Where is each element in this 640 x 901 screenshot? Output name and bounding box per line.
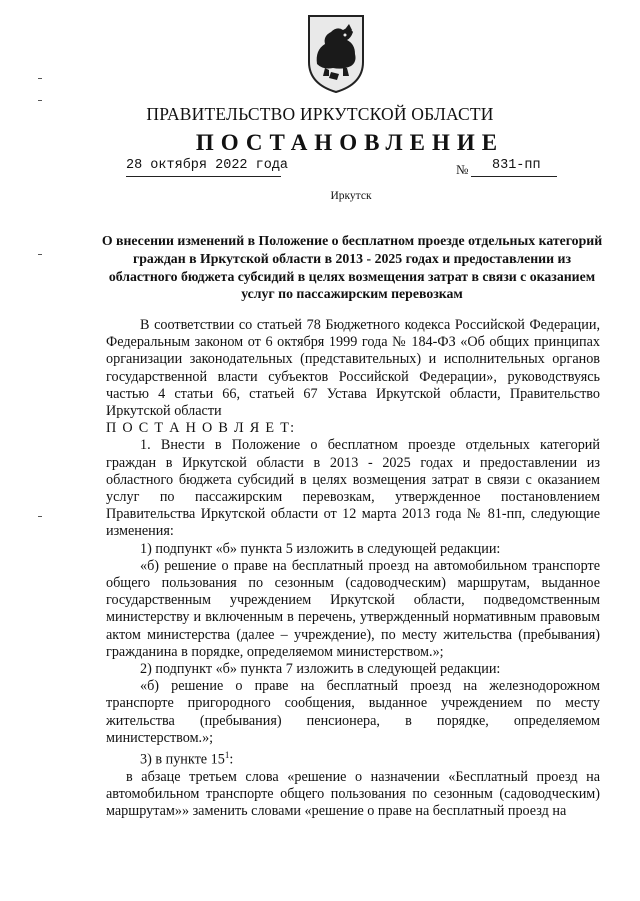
number-label: № bbox=[456, 162, 469, 177]
subitem-1-paragraph: 1) подпункт «б» пункта 5 изложить в следующей редакции: bbox=[140, 540, 501, 557]
document-type: ПОСТАНОВЛЕНИЕ bbox=[195, 130, 505, 155]
subitem-3-prefix: 3) в пункте 15 bbox=[140, 751, 225, 768]
coat-of-arms-icon bbox=[303, 10, 369, 94]
document-body bbox=[106, 317, 600, 821]
date-underline bbox=[126, 176, 281, 177]
margin-mark bbox=[38, 100, 42, 101]
document-city: Иркутск bbox=[330, 190, 372, 202]
margin-mark bbox=[38, 516, 42, 517]
subitem-2-paragraph: 2) подпункт «б» пункта 7 изложить в следующей редакции: bbox=[140, 661, 501, 678]
number-underline bbox=[471, 176, 557, 177]
preamble-paragraph: В соответствии со статьей 78 Бюджетного кодекса Российской Федерации, Федеральным законом от 6 октября 1999 года № 184-ФЗ «Об общих принципах организации законодательных (представительных) и исполнительных органов государственной власти субъектов Российской Федерации», руководствуясь частью 4 статьи 66, статьей 67 Устава Иркутской области, Правительство Иркутской области bbox=[106, 317, 600, 420]
subitem-3-paragraph bbox=[106, 747, 600, 769]
resolves-line: П О С Т А Н О В Л Я Е Т: bbox=[106, 420, 296, 437]
subitem-3-superscript: 1 bbox=[224, 750, 230, 761]
subitem-2-text: «б) решение о праве на бесплатный проезд на железнодорожном транспорте пригородного сообщения, выданное учреждением по месту жительства (пребывания) пенсионера, в порядке, определяемом министерством.»; bbox=[106, 678, 600, 746]
margin-mark bbox=[38, 254, 42, 255]
authority-title: ПРАВИТЕЛЬСТВО ИРКУТСКОЙ ОБЛАСТИ bbox=[146, 104, 494, 124]
document-date: 28 октября 2022 года bbox=[126, 158, 289, 173]
document-number: 831-пп bbox=[492, 158, 541, 173]
subitem-1-text: «б) решение о праве на бесплатный проезд на автомобильном транспорте общего пользования по сезонным (садоводческим) маршрутам, выданное государственным учреждением Иркутской области, подведомственным министерству и включенным в перечень, утвержденный нормативным правовым актом министерства (далее – учреждение), по месту жительства (пребывания) гражданина в порядке, определяемом министерством.»; bbox=[106, 557, 600, 660]
document-heading: О внесении изменений в Положение о бесплатном проезде отдельных категорий граждан в Иркутской области в 2013 - 2025 годах и предоставлении из областного бюджета субсидий в целях возмещения затрат в связи с оказанием услуг по пассажирским перевозкам bbox=[101, 233, 603, 302]
item-1-paragraph: 1. Внести в Положение о бесплатном проезде отдельных категорий граждан в Иркутской области в 2013 - 2025 годах и предоставлении из областного бюджета субсидий в целях возмещения затрат в связи с оказанием услуг по пассажирским перевозкам, утвержденное постановлением Правительства Иркутской области от 12 марта 2013 года № 81-пп, следующие изменения: bbox=[106, 437, 600, 540]
subitem-3-suffix: : bbox=[229, 751, 234, 768]
margin-mark bbox=[38, 78, 42, 79]
subitem-3-text: в абзаце третьем слова «решение о назначении «Бесплатный проезд на автомобильном транспорте общего пользования по сезонным (садоводческим) маршрутам»» заменить словами «решение о праве на бесплатный проезд на bbox=[106, 769, 600, 820]
